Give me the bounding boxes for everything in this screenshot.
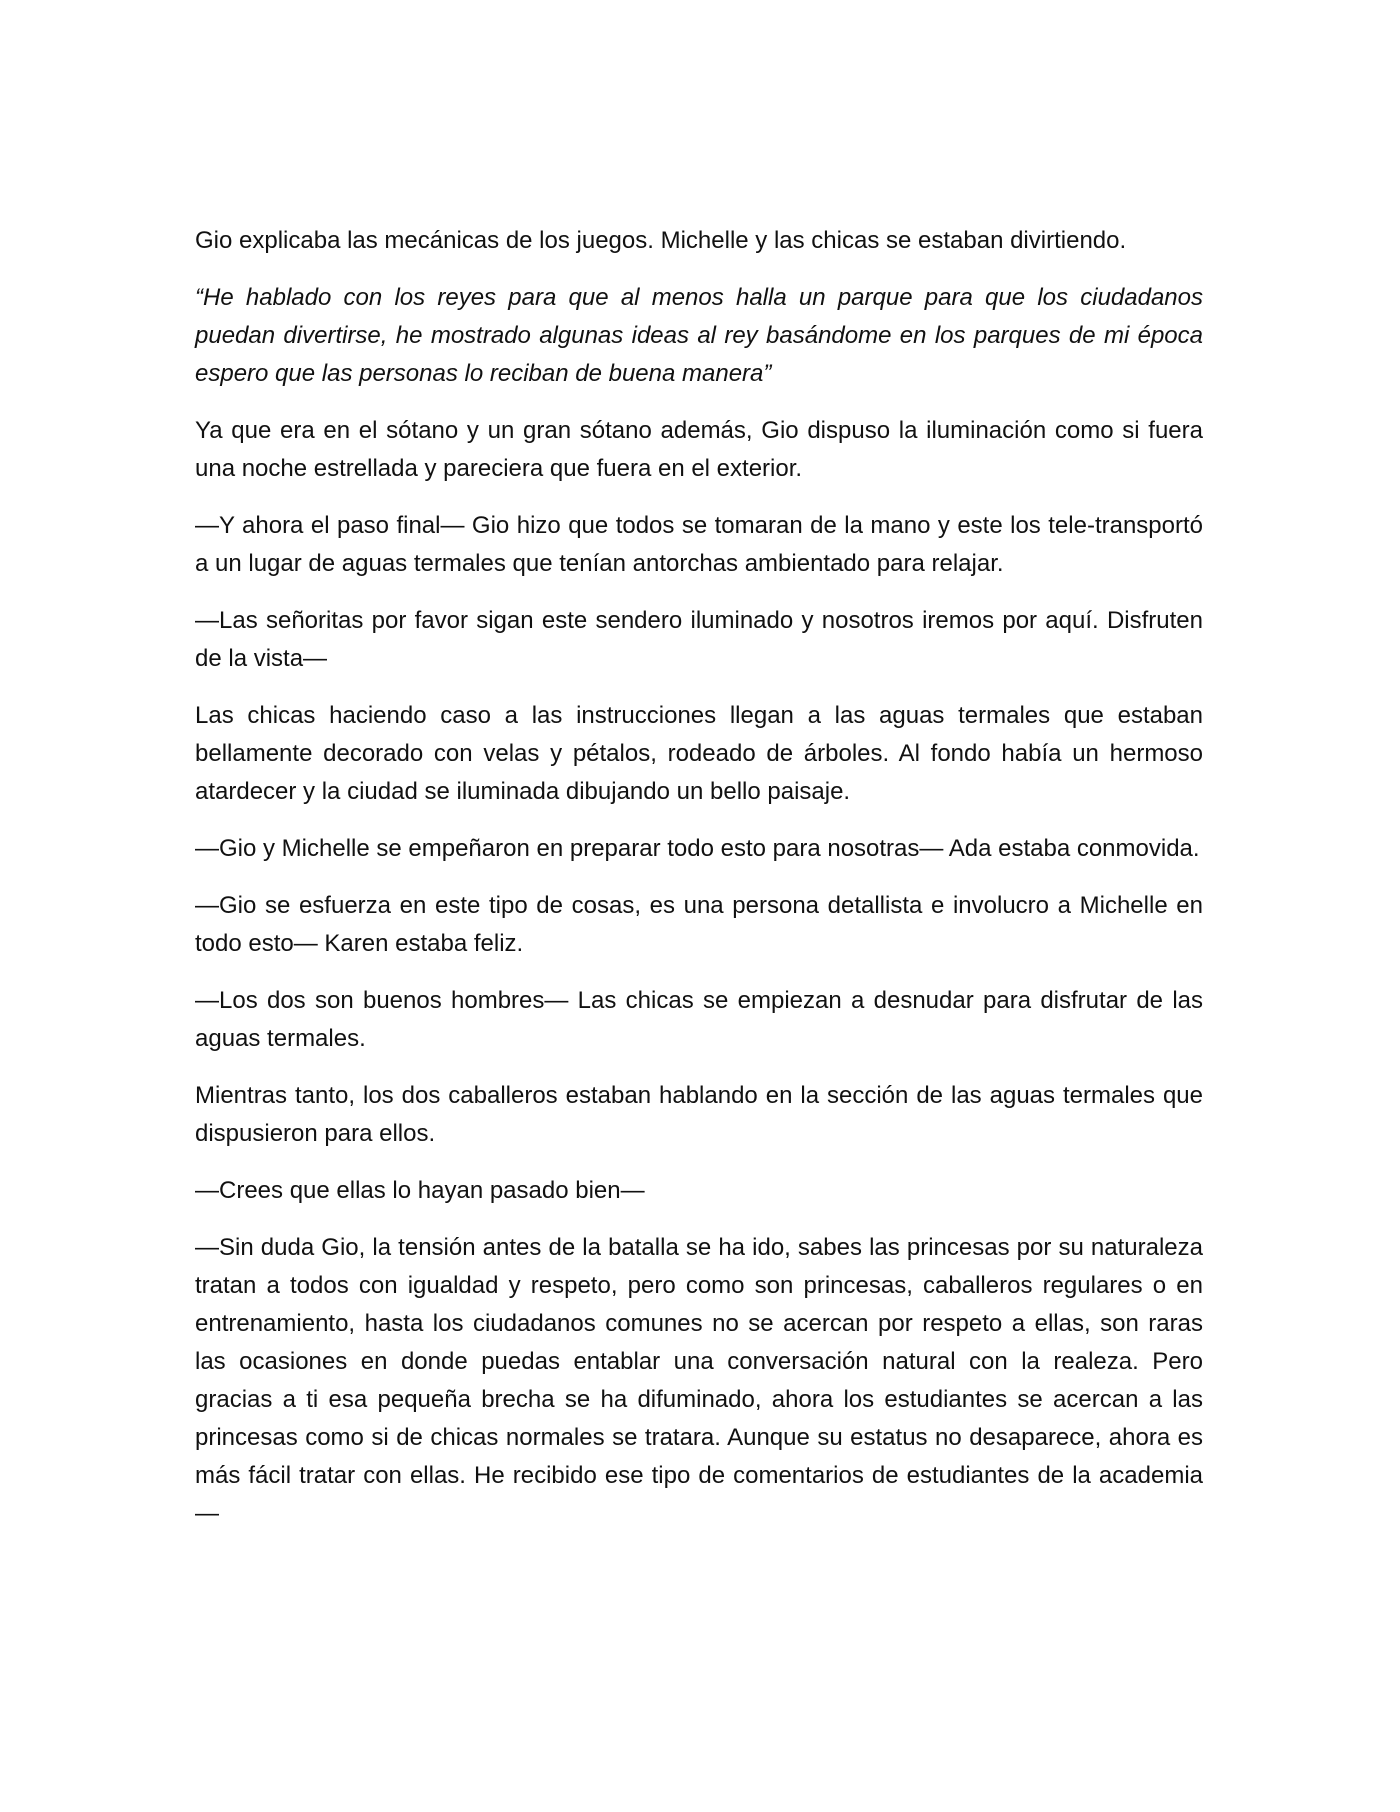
paragraph-10: Mientras tanto, los dos caballeros estaban hablando en la sección de las aguas termales que dispusieron para ellos. [195, 1082, 1203, 1147]
document-body [195, 222, 1203, 1552]
paragraph-5: —Las señoritas por favor sigan este sendero iluminado y nosotros iremos por aquí. Disfruten de la vista— [195, 607, 1203, 672]
paragraph-4: —Y ahora el paso final— Gio hizo que todos se tomaran de la mano y este los tele-transportó a un lugar de aguas termales que tenían antorchas ambientado para relajar. [195, 512, 1203, 577]
paragraph-2-quote: “He hablado con los reyes para que al menos halla un parque para que los ciudadanos puedan divertirse, he mostrado algunas ideas al rey basándome en los parques de mi época espero que las personas lo reciban de buena manera” [195, 284, 1203, 387]
paragraph-11: —Crees que ellas lo hayan pasado bien— [195, 1177, 645, 1204]
paragraph-1: Gio explicaba las mecánicas de los juegos. Michelle y las chicas se estaban divirtiendo. [195, 227, 1127, 254]
paragraph-8: —Gio se esfuerza en este tipo de cosas, es una persona detallista e involucro a Michelle en todo esto— Karen estaba feliz. [195, 892, 1203, 957]
paragraph-6: Las chicas haciendo caso a las instrucciones llegan a las aguas termales que estaban bellamente decorado con velas y pétalos, rodeado de árboles. Al fondo había un hermoso atardecer y la ciudad se iluminada dibujando un bello paisaje. [195, 702, 1203, 805]
paragraph-9: —Los dos son buenos hombres— Las chicas se empiezan a desnudar para disfrutar de las aguas termales. [195, 987, 1203, 1052]
paragraph-12: —Sin duda Gio, la tensión antes de la batalla se ha ido, sabes las princesas por su naturaleza tratan a todos con igualdad y respeto, pero como son princesas, caballeros regulares o en entrenamiento, hasta los ciudadanos comunes no se acercan por respeto a ellas, son raras las ocasiones en donde puedas entablar una conversación natural con la realeza. Pero gracias a ti esa pequeña brecha se ha difuminado, ahora los estudiantes se acercan a las princesas como si de chicas normales se tratara. Aunque su estatus no desaparece, ahora es más fácil tratar con ellas. He recibido ese tipo de comentarios de estudiantes de la academia— [195, 1234, 1203, 1527]
paragraph-3: Ya que era en el sótano y un gran sótano además, Gio dispuso la iluminación como si fuera una noche estrellada y pareciera que fuera en el exterior. [195, 417, 1203, 482]
paragraph-7: —Gio y Michelle se empeñaron en preparar todo esto para nosotras— Ada estaba conmovida. [195, 835, 1200, 862]
